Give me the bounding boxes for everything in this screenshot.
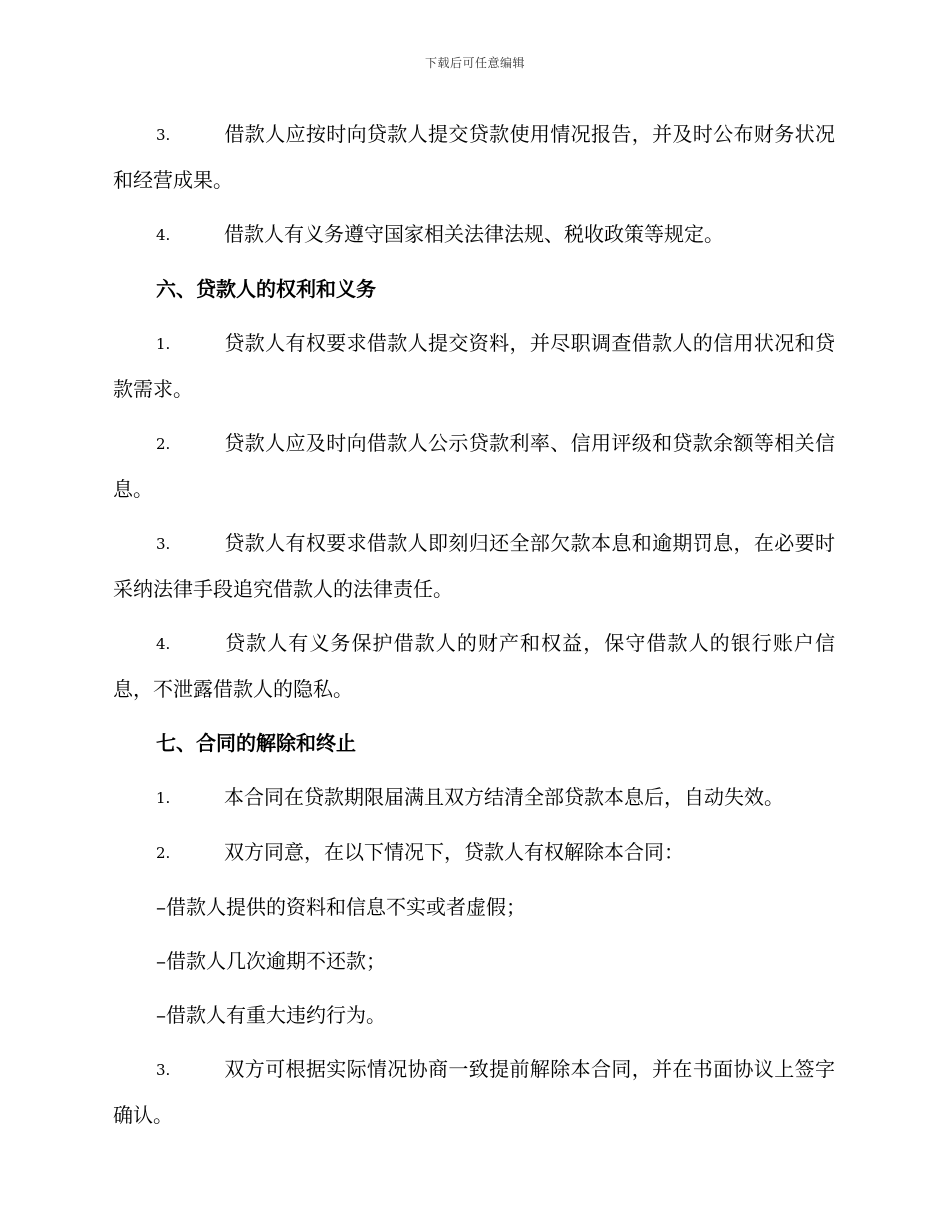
- section-heading-lender: 六、贷款人的权利和义务: [156, 277, 376, 301]
- clause-number: 3.: [156, 535, 171, 553]
- clause-text: 贷款人有义务保护借款人的财产和权益，保守借款人的银行账户信息，不泄露借款人的隐私。: [113, 631, 835, 701]
- clause-lender-1: [113, 321, 835, 412]
- clause-termination-2: [113, 830, 835, 876]
- clause-number: 3.: [156, 126, 171, 144]
- clause-number: 2.: [156, 435, 171, 453]
- termination-condition-item: –借款人提供的资料和信息不实或者虚假；: [156, 895, 526, 919]
- clause-text: 贷款人有权要求借款人提交资料，并尽职调查借款人的信用状况和贷款需求。: [113, 331, 835, 401]
- clause-text: 借款人应按时向贷款人提交贷款使用情况报告，并及时公布财务状况和经营成果。: [113, 122, 835, 192]
- clause-text: 双方同意，在以下情况下，贷款人有权解除本合同：: [224, 840, 684, 864]
- clause-lender-3: [113, 521, 835, 612]
- clause-number: 2.: [156, 844, 171, 862]
- clause-lender-2: [113, 421, 835, 512]
- clause-number: 1.: [156, 789, 171, 807]
- clause-text: 借款人有义务遵守国家相关法律法规、税收政策等规定。: [224, 222, 724, 246]
- clause-text: 贷款人应及时向借款人公示贷款利率、信用评级和贷款余额等相关信息。: [113, 431, 835, 501]
- clause-borrower-3: [113, 112, 835, 203]
- clause-text: 本合同在贷款期限届满且双方结清全部贷款本息后，自动失效。: [224, 785, 784, 809]
- clause-termination-3: [113, 1047, 835, 1138]
- termination-condition-item: –借款人有重大违约行为。: [156, 1003, 386, 1027]
- section-heading-termination: 七、合同的解除和终止: [156, 731, 356, 755]
- clause-number: 4.: [156, 226, 171, 244]
- page-header: 下载后可任意编辑: [424, 56, 525, 70]
- clause-borrower-4: [113, 212, 835, 258]
- clause-lender-4: [113, 621, 835, 712]
- clause-text: 双方可根据实际情况协商一致提前解除本合同，并在书面协议上签字确认。: [113, 1057, 835, 1127]
- document-body: [113, 112, 835, 1147]
- clause-text: 贷款人有权要求借款人即刻归还全部欠款本息和逾期罚息，在必要时采纳法律手段追究借款人的法律责任。: [113, 531, 835, 601]
- clause-number: 1.: [156, 335, 171, 353]
- clause-termination-1: [113, 775, 835, 821]
- clause-number: 3.: [156, 1061, 171, 1079]
- clause-number: 4.: [156, 635, 171, 653]
- termination-condition-item: –借款人几次逾期不还款；: [156, 949, 386, 973]
